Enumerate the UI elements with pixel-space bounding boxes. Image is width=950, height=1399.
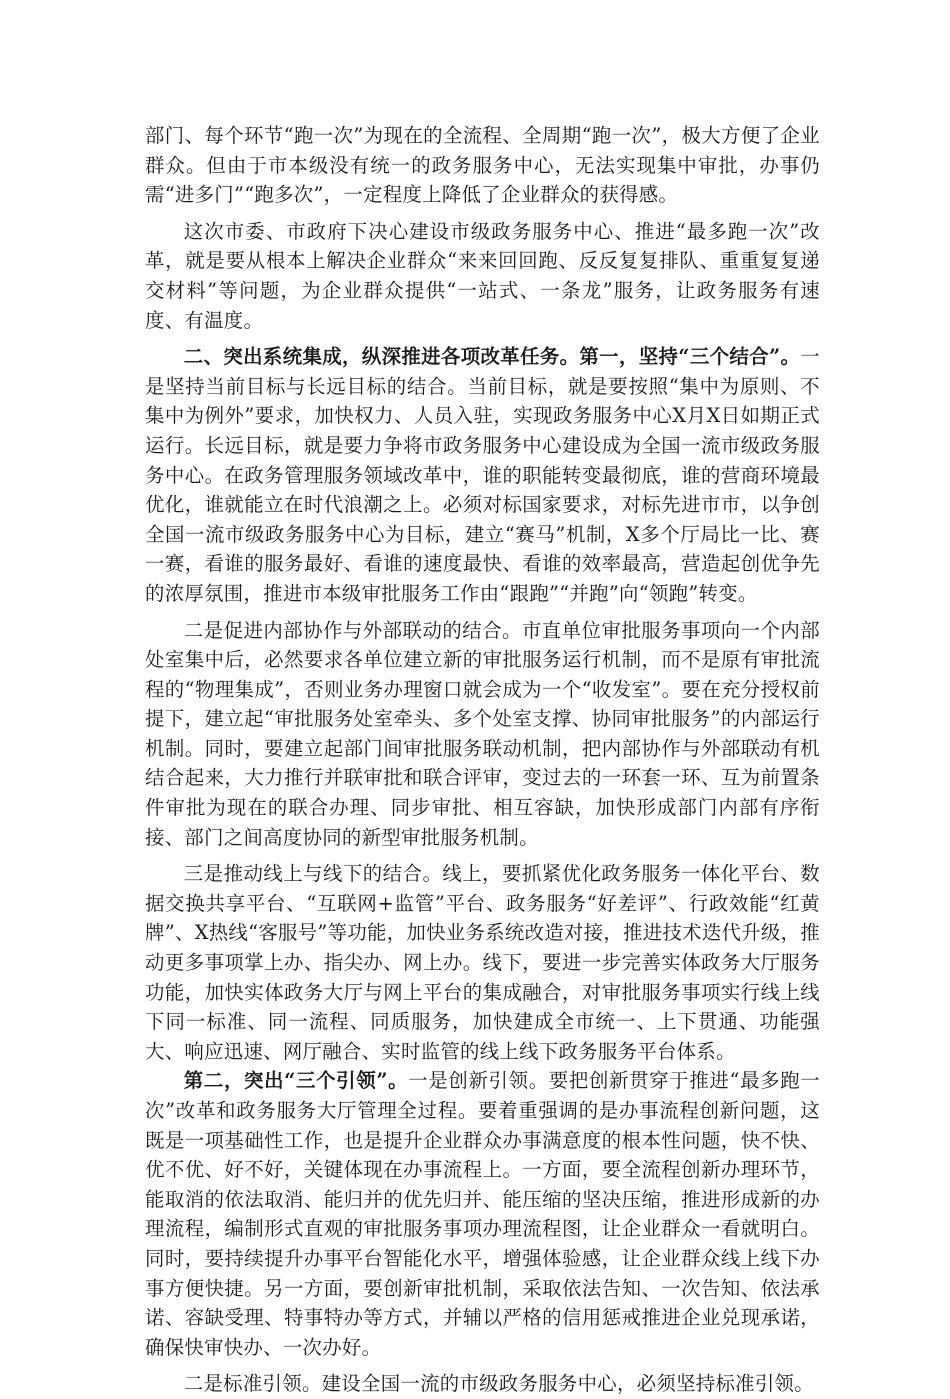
paragraph-6 bbox=[145, 1066, 820, 1362]
paragraph-text: 二是促进内部协作与外部联动的结合。市直单位审批服务事项向一个内部处室集中后，必然要求各单位建立新的审批服务运行机制，而不是原有审批流程的“物理集成”，否则业务办理窗口就会成为一个“收发室”。要在充分授权前提下，建立起“审批服务处室牵头、多个处室支撑、协同审批服务”的内部运行机制。同时，要建立起部门间审批服务联动机制，把内部协作与外部联动有机结合起来，大力推行并联审批和联合评审，变过去的一环套一环、互为前置条件审批为现在的联合办理、同步审批、相互容缺，加快形成部门内部有序衔接、部门之间高度协同的新型审批服务机制。 bbox=[145, 618, 820, 849]
section-heading: 二、突出系统集成，纵深推进各项改革任务。第一，坚持“三个结合”。 bbox=[183, 345, 801, 369]
paragraph-1 bbox=[145, 121, 820, 210]
paragraph-text: 这次市委、市政府下决心建设市级政务服务中心、推进“最多跑一次”改革，就是要从根本上解决企业群众“来来回回跑、反反复复排队、重重复复递交材料”等问题，为企业群众提供“一站式、一条龙”服务，让政务服务有速度、有温度。 bbox=[145, 219, 820, 332]
paragraph-text: 二是标准引领。建设全国一流的市级政务服务中心，必须坚持标准引领。 bbox=[183, 1372, 814, 1396]
document-page bbox=[145, 121, 820, 1399]
paragraph-text: 一是创新引领。要把创新贯穿于推进“最多跑一次”改革和政务服务大厅管理全过程。要着重强调的是办事流程创新问题，这既是一项基础性工作，也是提升企业群众办事满意度的根本性问题，快不快、优不优、好不好，关键体现在办事流程上。一方面，要全流程创新办理环节，能取消的依法取消、能归并的优先归并、能压缩的坚决压缩，推进形成新的办理流程，编制形式直观的审批服务事项办理流程图，让企业群众一看就明白。同时，要持续提升办事平台智能化水平，增强体验感，让企业群众线上线下办事方便快捷。另一方面，要创新审批机制，采取依法告知、一次告知、依法承诺、容缺受理、特事特办等方式，并辅以严格的信用惩戒推进企业兑现承诺，确保快审快办、一次办好。 bbox=[145, 1069, 820, 1359]
paragraph-2 bbox=[145, 217, 820, 335]
paragraph-7 bbox=[145, 1369, 820, 1399]
section-heading: 第二，突出“三个引领”。 bbox=[183, 1069, 409, 1093]
paragraph-3 bbox=[145, 342, 820, 608]
paragraph-5 bbox=[145, 859, 820, 1066]
paragraph-4 bbox=[145, 616, 820, 853]
paragraph-text: 三是推动线上与线下的结合。线上，要抓紧优化政务服务一体化平台、数据交换共享平台、“互联网+监管”平台、政务服务“好差评”、行政效能“红黄牌”、X热线“客服号”等功能，加快业务系统改造对接，推进技术迭代升级，推动更多事项掌上办、指尖办、网上办。线下，要进一步完善实体政务大厅服务功能，加快实体政务大厅与网上平台的集成融合，对审批服务事项实行线上线下同一标准、同一流程、同质服务，加快建成全市统一、上下贯通、功能强大、响应迅速、网厅融合、实时监管的线上线下政务服务平台体系。 bbox=[145, 862, 820, 1063]
paragraph-text: 一是坚持当前目标与长远目标的结合。当前目标，就是要按照“集中为原则、不集中为例外”要求，加快权力、人员入驻，实现政务服务中心X月X日如期正式运行。长远目标，就是要力争将市政务服务中心建设成为全国一流市级政务服务中心。在政务管理服务领域改革中，谁的职能转变最彻底，谁的营商环境最优化，谁就能立在时代浪潮之上。必须对标国家要求，对标先进市市，以争创全国一流市级政务服务中心为目标，建立“赛马”机制，X多个厅局比一比、赛一赛，看谁的服务最好、看谁的速度最快、看谁的效率最高，营造起创优争先的浓厚氛围，推进市本级审批服务工作由“跟跑”“并跑”向“领跑”转变。 bbox=[145, 345, 820, 605]
paragraph-text: 部门、每个环节“跑一次”为现在的全流程、全周期“跑一次”，极大方便了企业群众。但由于市本级没有统一的政务服务中心，无法实现集中审批，办事仍需“进多门”“跑多次”，一定程度上降低了企业群众的获得感。 bbox=[145, 124, 820, 207]
